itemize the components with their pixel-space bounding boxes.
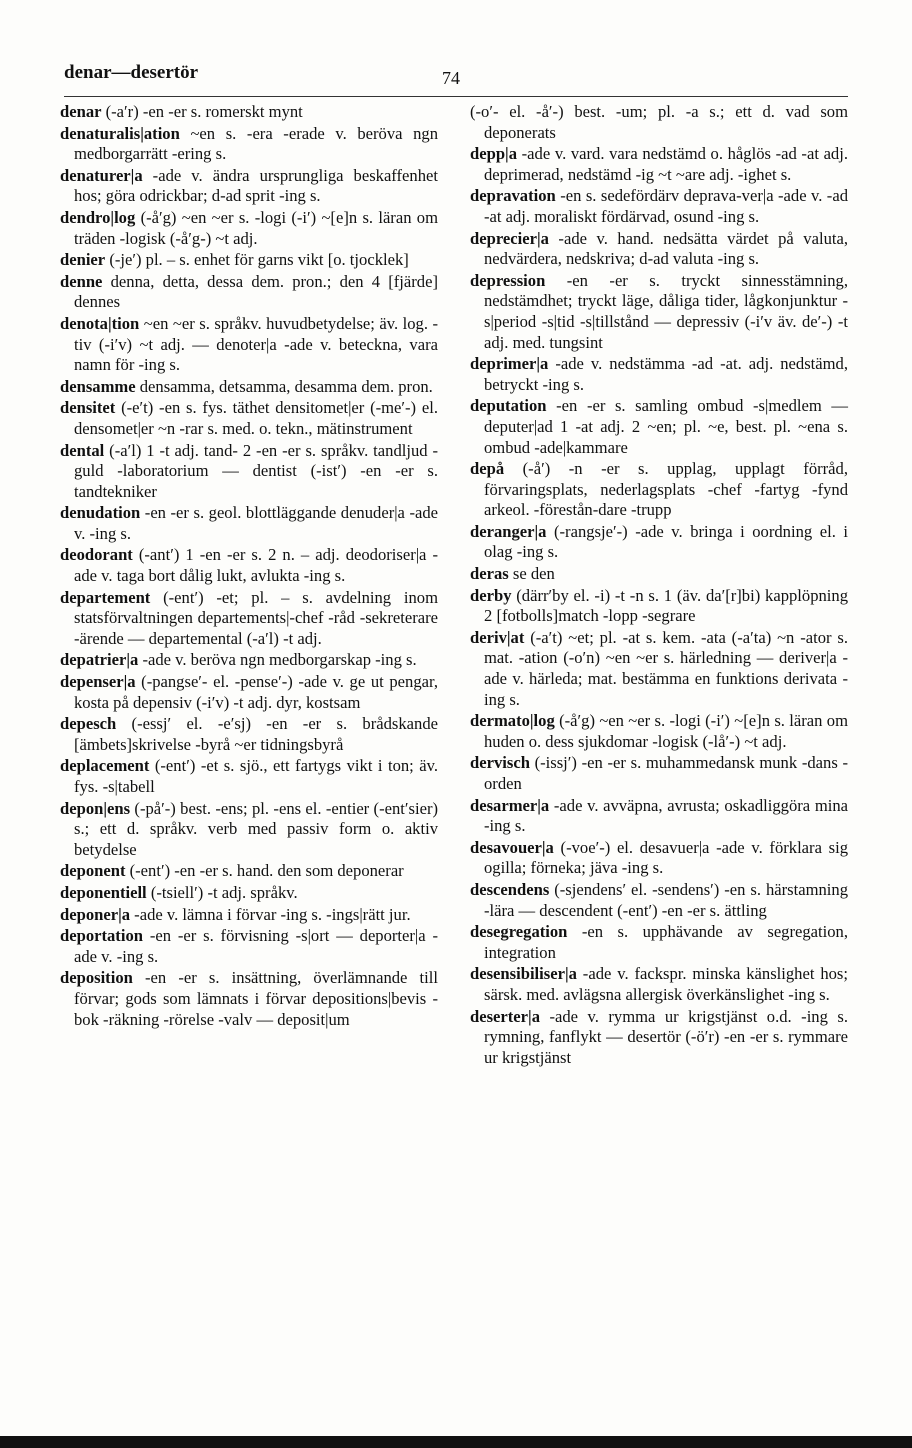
dictionary-entry: denota|tion ~en ~er s. språkv. huvudbetydelse; äv. log. -tiv (-i′v) ~t adj. — denoter|a -ade v. beteckna, vara namn för -ing s. [60, 313, 438, 375]
dictionary-entry: depatrier|a -ade v. beröva ngn medborgarskap -ing s. [60, 650, 417, 670]
dictionary-entry: deponentiell (-tsiell′) -t adj. språkv. [60, 882, 298, 902]
dictionary-entry: desavouer|a (-voe′-) el. desavuer|a -ade v. förklara sig ogilla; förneka; jäva -ing s. [470, 837, 848, 878]
right-column [470, 102, 848, 1069]
dictionary-entry: deras se den [470, 564, 555, 584]
dictionary-entry: dermato|log (-å′g) ~en ~er s. -logi (-i′) ~[e]n s. läran om huden o. dess sjukdomar -logisk (-lå′-) ~t adj. [470, 711, 848, 751]
dictionary-entry: depp|a -ade v. vard. vara nedstämd o. håglös -ad -at adj. deprimerad, nedstämd -ig ~t ~are adj. -ighet s. [470, 144, 848, 184]
dictionary-entry: depå (-å′) -n -er s. upplag, upplagt förråd, förvaringsplats, nederlagsplats -chef -fartyg -fynd arkeol. -förestån-dare -trupp [470, 459, 848, 520]
dictionary-entry: (-o′- el. -å′-) best. -um; pl. -a s.; ett d. vad som deponerats [470, 102, 848, 142]
scan-border [0, 1436, 912, 1448]
dictionary-entry: derby (därr′by el. -i) -t -n s. 1 (äv. da′[r]bi) kapplöpning 2 [fotbolls]match -lopp -segrare [470, 585, 848, 626]
dictionary-entry: desensibiliser|a -ade v. fackspr. minska känslighet hos; särsk. med. avlägsna allergisk överkänslighet -ing s. [470, 964, 848, 1004]
dictionary-entry: densitet (-e′t) -en s. fys. täthet densitomet|er (-me′-) el. densomet|er ~n -rar s. med. o. tekn., mätinstrument [60, 398, 438, 438]
dictionary-entry: densamme densamma, detsamma, desamma dem. pron. [60, 376, 433, 396]
dictionary-entry: deposition -en -er s. insättning, överlämnande till förvar; gods som lämnats i förvar depositions|bevis -bok -räkning -rörelse -valv — deposit|um [60, 968, 438, 1029]
dictionary-entry: deprimer|a -ade v. nedstämma -ad -at. adj. nedstämd, betryckt -ing s. [470, 354, 848, 394]
dictionary-entry: dental (-a′l) 1 -t adj. tand- 2 -en -er s. språkv. tandljud -guld -laboratorium — dentist (-ist′) -en -er s. tandtekniker [60, 440, 438, 501]
dictionary-entry: deriv|at (-a′t) ~et; pl. -at s. kem. -ata (-a′ta) ~n -ator s. mat. -ation (-o′n) ~en ~er s. härledning — deriver|a -ade v. härleda; mat. bestämma en funktions derivata -ing s. [470, 627, 848, 709]
dictionary-entry: descendens (-sjendens′ el. -sendens′) -en s. härstamning -lära — descendent (-ent′) -en -er s. ättling [470, 879, 848, 920]
dictionary-entry: denudation -en -er s. geol. blottläggande denuder|a -ade v. -ing s. [60, 503, 438, 543]
dictionary-entry: desegregation -en s. upphävande av segregation, integration [470, 922, 848, 962]
page-number: 74 [442, 68, 460, 88]
dictionary-entry: depression -en -er s. tryckt sinnesstämning, nedstämdhet; tryckt läge, dåliga tider, lågkonjunktur -s|period -s|tid -s|tillstånd — depressiv (-i′v äv. de′-) -t adj. med. tungsint [470, 270, 848, 352]
dictionary-entry: depon|ens (-på′-) best. -ens; pl. -ens el. -entier (-ent′sier) s.; ett d. språkv. verb med passiv form o. aktiv betydelse [60, 798, 438, 859]
dictionary-entry: denar (-a′r) -en -er s. romerskt mynt [60, 102, 303, 121]
dictionary-entry: denne denna, detta, dessa dem. pron.; den 4 [fjärde] dennes [60, 271, 438, 312]
dictionary-entry: deserter|a -ade v. rymma ur krigstjänst o.d. -ing s. rymning, fanflykt — desertör (-ö′r) -en -er s. rymmare ur krigstjänst [470, 1006, 848, 1067]
dictionary-entry: denier (-je′) pl. – s. enhet för garns vikt [o. tjocklek] [60, 250, 409, 270]
dictionary-entry: deportation -en -er s. förvisning -s|ort — deporter|a -ade v. -ing s. [60, 926, 438, 966]
dictionary-entry: deponent (-ent′) -en -er s. hand. den som deponerar [60, 861, 404, 881]
dictionary-entry: depravation -en s. sedefördärv deprava-ver|a -ade v. -ad -at adj. moraliskt fördärvad, osund -ing s. [470, 186, 848, 226]
dictionary-entry: denaturer|a -ade v. ändra ursprungliga beskaffenhet hos; göra odrickbar; d-ad sprit -ing s. [60, 165, 438, 206]
dictionary-entry: depenser|a (-pangse′- el. -pense′-) -ade v. ge ut pengar, kosta på depensiv (-i′v) -t adj. dyr, kostsam [60, 672, 438, 712]
dictionary-entry: deranger|a (-rangsje′-) -ade v. bringa i oordning el. i olag -ing s. [470, 521, 848, 562]
left-column [60, 102, 438, 1031]
running-head: denar—desertör [64, 62, 199, 83]
dictionary-entry: dendro|log (-å′g) ~en ~er s. -logi (-i′) ~[e]n s. läran om träden -logisk (-å′g-) ~t adj. [60, 207, 438, 248]
dictionary-entry: deplacement (-ent′) -et s. sjö., ett fartygs vikt i ton; äv. fys. -s|tabell [60, 756, 438, 796]
dictionary-entry: denaturalis|ation ~en s. -era -erade v. beröva ngn medborgarrätt -ering s. [60, 123, 438, 164]
dictionary-entry: deprecier|a -ade v. hand. nedsätta värdet på valuta, nedvärdera, nedskriva; d-ad valuta -ing s. [470, 228, 848, 269]
dictionary-entry: deponer|a -ade v. lämna i förvar -ing s. -ings|rätt jur. [60, 904, 411, 924]
dictionary-entry: departement (-ent′) -et; pl. – s. avdelning inom statsförvaltningen departements|-chef -råd -sekreterare -ärende — departemental (-a′l) -t adj. [60, 587, 438, 648]
dictionary-entry: desarmer|a -ade v. avväpna, avrusta; oskadliggöra mina -ing s. [470, 795, 848, 836]
dictionary-entry: depesch (-essj′ el. -e′sj) -en -er s. brådskande [ämbets]skrivelse -byrå ~er tidningsbyrå [60, 714, 438, 754]
dictionary-entry: deodorant (-ant′) 1 -en -er s. 2 n. – adj. deodoriser|a -ade v. taga bort dålig lukt, avlukta -ing s. [60, 545, 438, 586]
dictionary-entry: dervisch (-issj′) -en -er s. muhammedansk munk -dans -orden [470, 753, 848, 793]
dictionary-entry: deputation -en -er s. samling ombud -s|medlem — deputer|ad 1 -at adj. 2 ~en; pl. ~e, best. pl. ~ena s. ombud -ade|kammare [470, 396, 848, 457]
page-header [64, 62, 848, 97]
